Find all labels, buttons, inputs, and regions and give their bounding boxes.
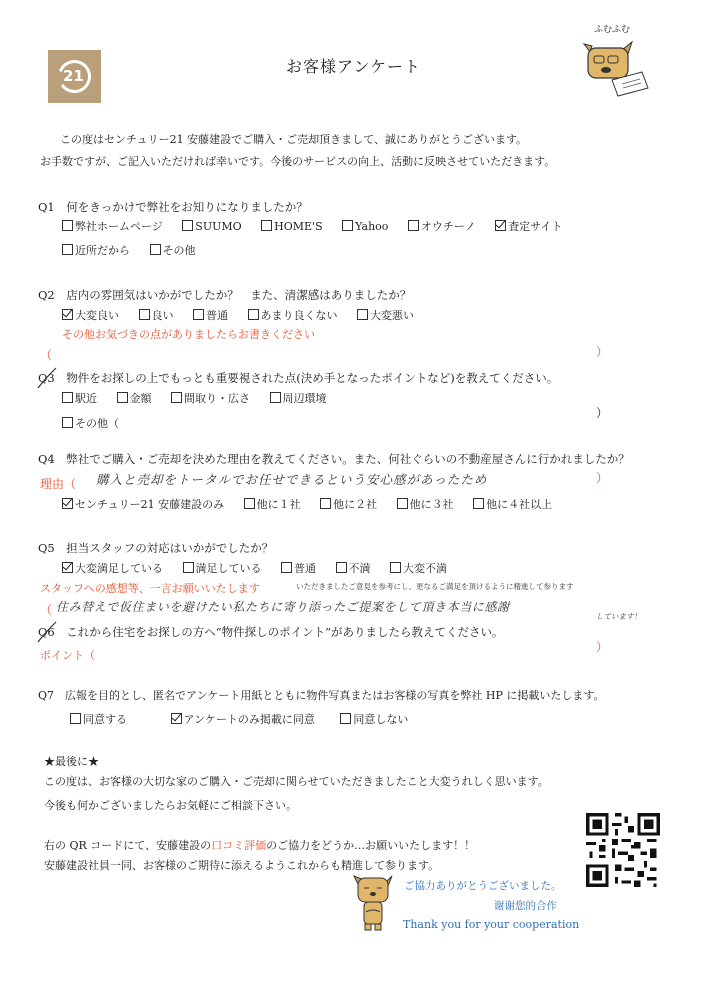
q4-options	[62, 496, 568, 512]
checkbox[interactable]	[320, 498, 331, 509]
q2-option-very-good[interactable]: 大変良い	[62, 309, 119, 322]
q1-option-homepage[interactable]: 弊社ホームページ	[62, 220, 163, 233]
checkbox-checked[interactable]	[62, 498, 73, 509]
checkbox[interactable]	[270, 392, 281, 403]
q6-paren-close: ）	[596, 640, 609, 654]
q2-paren-close: ）	[596, 345, 609, 359]
checkbox[interactable]	[171, 392, 182, 403]
q5-note: いただきましたご意見を参考にし、更なるご満足を頂けるように精進して参ります	[296, 582, 574, 591]
q1-option-suumo[interactable]: SUUMO	[182, 220, 241, 233]
q3-option-other[interactable]: その他（	[62, 415, 119, 431]
closing-line-2: 今後も何かございましたらお気軽にご相談下さい。	[44, 799, 297, 812]
q2-options	[62, 307, 430, 323]
q5-label: Q5 担当スタッフの対応はいかがでしたか？	[38, 541, 274, 555]
q1-label: Q1 何をきっかけで弊社をお知りになりましたか？	[38, 200, 308, 214]
checkbox[interactable]	[357, 309, 368, 320]
checkbox-checked[interactable]	[495, 220, 506, 231]
closing-heading: ★最後に★	[44, 755, 99, 768]
q3-option-station[interactable]: 駅近	[62, 392, 97, 405]
intro-line-2: お手数ですが、ご記入いただければ幸いです。今後のサービスの向上、活動に反映させていただきます。	[40, 155, 556, 168]
checkbox[interactable]	[62, 244, 73, 255]
q5-paren-open: （	[40, 603, 53, 617]
checkbox[interactable]	[473, 498, 484, 509]
q1-options-row-1	[62, 218, 578, 234]
q5-option-satisfied[interactable]: 満足している	[183, 562, 262, 575]
checkbox[interactable]	[336, 562, 347, 573]
q1-option-yahoo[interactable]: Yahoo	[342, 220, 388, 233]
checkbox[interactable]	[397, 498, 408, 509]
q7-option-disagree[interactable]: 同意しない	[340, 713, 408, 726]
q2-option-very-bad[interactable]: 大変悪い	[357, 309, 414, 322]
q5-option-normal[interactable]: 普通	[281, 562, 316, 575]
q2-paren-open: （	[40, 348, 53, 362]
q6-label: Q6 これから住宅をお探しの方へ“物件探しのポイント”がありましたら教えてください。	[38, 625, 504, 639]
q1-option-neighborhood[interactable]: 近所だから	[62, 244, 130, 257]
logo-text: 21	[63, 67, 84, 85]
q4-reason-answer[interactable]: 購入と売却をトータルでお任せできるという安心感があったため	[96, 472, 488, 487]
checkbox[interactable]	[342, 220, 353, 231]
q5-prompt: スタッフへの感想等、一言お願いいたします	[40, 582, 260, 595]
q7-label: Q7 広報を目的とし、匿名でアンケート用紙とともに物件写真またはお客様の写真を弊社 HP に掲載いたします。	[38, 689, 605, 702]
review-highlight: 口コミ評価	[211, 839, 267, 852]
q5-option-unsatisfied[interactable]: 不満	[336, 562, 371, 575]
checkbox[interactable]	[261, 220, 272, 231]
q7-option-agree[interactable]: 同意する	[70, 713, 127, 726]
checkbox[interactable]	[139, 309, 150, 320]
q4-label: Q4 弊社でご購入・ご売却を決めた理由を教えてください。また、何社ぐらいの不動産屋さんに行かれましたか？	[38, 452, 630, 466]
q1-options-row-2	[62, 242, 212, 258]
checkbox[interactable]	[193, 309, 204, 320]
checkbox[interactable]	[150, 244, 161, 255]
q5-option-very-satisfied[interactable]: 大変満足している	[62, 562, 163, 575]
q3-strike-mark	[36, 366, 58, 390]
intro-line-1: この度はセンチュリー21 安藤建設でご購入・ご売却頂きまして、誠にありがとうございます。	[60, 133, 528, 146]
q6-strike-mark	[36, 620, 58, 644]
checkbox-checked[interactable]	[62, 309, 73, 320]
checkbox[interactable]	[183, 562, 194, 573]
q4-option-three-more[interactable]: 他に３社	[397, 498, 454, 511]
q7-option-survey-only[interactable]: アンケートのみ掲載に同意	[171, 713, 315, 726]
checkbox[interactable]	[244, 498, 255, 509]
closing-line-1: この度は、お客様の大切な家のご購入・ご売却に関らせていただきましたこと大変うれしく思います。	[44, 775, 549, 788]
closing-line-4: 安藤建設社員一同、お客様のご期待に添えるようこれからも精進して参ります。	[44, 859, 440, 872]
checkbox[interactable]	[62, 417, 73, 428]
thanks-chinese: 谢谢您的合作	[494, 900, 557, 912]
checkbox-checked[interactable]	[62, 562, 73, 573]
q5-options	[62, 560, 463, 576]
q4-option-two-more[interactable]: 他に２社	[320, 498, 377, 511]
q4-paren-close: ）	[596, 471, 609, 485]
q3-option-surroundings[interactable]: 周辺環境	[270, 392, 327, 405]
qr-code[interactable]	[583, 810, 663, 890]
q1-option-other[interactable]: その他	[150, 244, 196, 257]
q7-options	[70, 711, 424, 727]
q2-prompt: その他お気づきの点がありましたらお書きください	[62, 328, 315, 341]
q1-option-homes[interactable]: HOME'S	[261, 220, 322, 233]
q2-label: Q2 店内の雰囲気はいかがでしたか？ また、清潔感はありましたか？	[38, 288, 412, 302]
checkbox-checked[interactable]	[171, 713, 182, 724]
dog-reading-illustration	[578, 22, 650, 102]
checkbox[interactable]	[62, 392, 73, 403]
q2-option-good[interactable]: 良い	[139, 309, 174, 322]
q5-answer-tail: しています！	[596, 612, 641, 621]
checkbox[interactable]	[340, 713, 351, 724]
checkbox[interactable]	[62, 220, 73, 231]
dog-bowing-illustration	[352, 872, 394, 934]
checkbox[interactable]	[182, 220, 193, 231]
q2-option-not-good[interactable]: あまり良くない	[248, 309, 338, 322]
page-title: お客様アンケート	[285, 57, 422, 76]
q3-option-price[interactable]: 金額	[117, 392, 152, 405]
q6-prompt: ポイント（	[40, 649, 95, 662]
thanks-japanese: ご協力ありがとうございました。	[404, 880, 562, 892]
closing-qr-line: 右の QR コードにて、安藤建設の口コミ評価のご協力をどうか…お願いいたします！！	[44, 839, 476, 852]
checkbox[interactable]	[248, 309, 259, 320]
q1-option-ouchino[interactable]: オウチーノ	[408, 220, 476, 233]
q5-answer[interactable]: 住み替えで仮住まいを避けたい私たちに寄り添ったご提案をして頂き本当に感謝	[56, 600, 510, 614]
q5-option-very-unsatisfied[interactable]: 大変不満	[390, 562, 447, 575]
checkbox[interactable]	[70, 713, 81, 724]
q4-option-only-ando[interactable]: センチュリー21 安藤建設のみ	[62, 498, 224, 511]
dog-caption: ふむふむ	[594, 25, 631, 35]
q3-options	[62, 390, 343, 406]
q4-option-one-more[interactable]: 他に１社	[244, 498, 301, 511]
checkbox[interactable]	[281, 562, 292, 573]
checkbox[interactable]	[408, 220, 419, 231]
thanks-english: Thank you for your cooperation	[403, 918, 580, 931]
q2-option-normal[interactable]: 普通	[193, 309, 228, 322]
q4-option-four-plus[interactable]: 他に４社以上	[473, 498, 552, 511]
checkbox[interactable]	[117, 392, 128, 403]
q1-option-satei[interactable]: 査定サイト	[495, 220, 562, 233]
q3-label: Q3 物件をお探しの上でもっとも重要視された点(決め手となったポイントなど)を教えてください。	[38, 371, 559, 385]
q3-option-layout[interactable]: 間取り・広さ	[171, 392, 250, 405]
q3-paren-close: ）	[596, 406, 609, 420]
checkbox[interactable]	[390, 562, 401, 573]
q4-reason-label: 理由（	[40, 477, 77, 491]
